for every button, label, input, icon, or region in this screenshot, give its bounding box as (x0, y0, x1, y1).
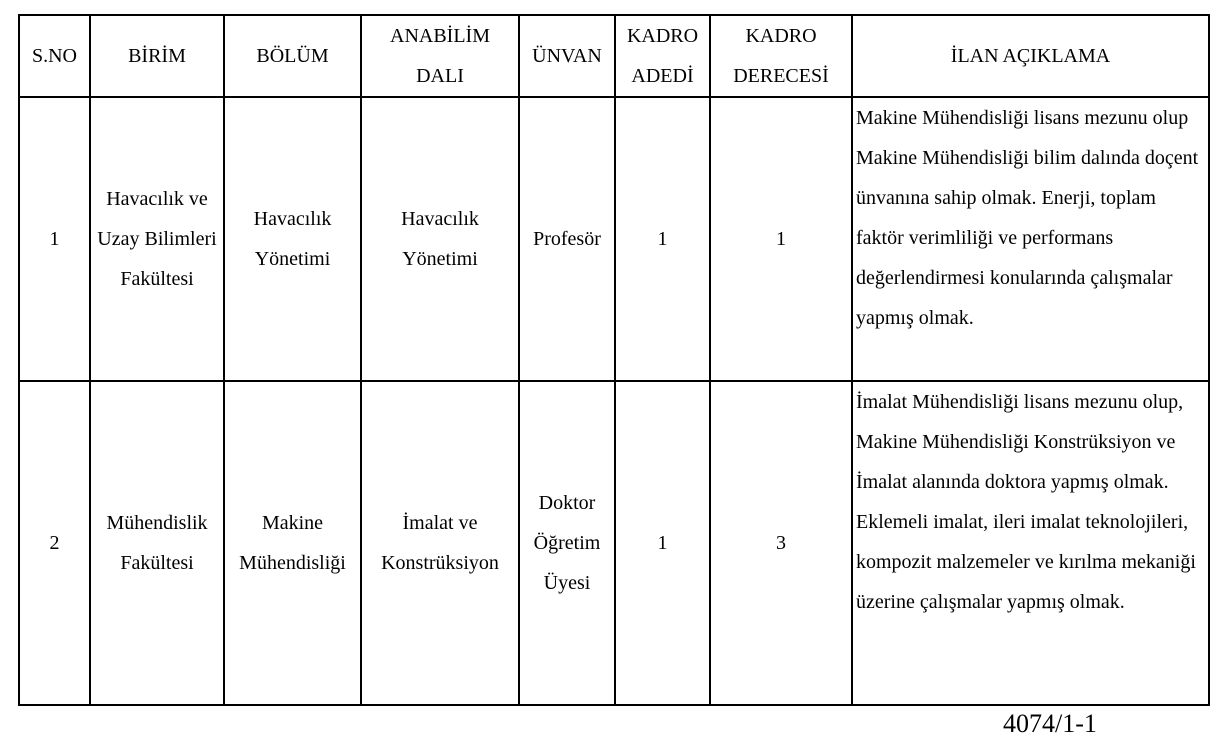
cell-anabilim-dali (361, 381, 519, 705)
header-row (19, 15, 1209, 97)
header-kadro-adedi-label: KADRO ADEDİ (626, 25, 699, 87)
table-row (19, 97, 1209, 381)
header-anabilim-dali-label: ANABİLİM DALI (390, 25, 490, 87)
header-bolum: BÖLÜM (224, 15, 361, 97)
cell-birim-text: Mühendislik Fakültesi (106, 512, 208, 574)
header-kadro-derecesi (710, 15, 852, 97)
cell-ilan-aciklama: Makine Mühendisliği lisans mezunu olup Makine Mühendisliği bilim dalında doçent ünvanına sahip olmak. Enerji, toplam faktör verimliliği ve performans değerlendirmesi konularında çalışmalar yapmış olmak. (852, 97, 1209, 381)
header-kadro-adedi (615, 15, 710, 97)
cell-ilan-aciklama: İmalat Mühendisliği lisans mezunu olup, Makine Mühendisliği Konstrüksiyon ve İmalat alanında doktora yapmış olmak. Eklemeli imalat, ileri imalat teknolojileri, kompozit malzemeler ve kırılma mekaniği üzerine çalışmalar yapmış olmak. (852, 381, 1209, 705)
cell-bolum-text: Havacılık Yönetimi (253, 208, 332, 270)
cell-kadro-adedi: 1 (615, 97, 710, 381)
cell-anabilim-dali-text: Havacılık Yönetimi (401, 208, 479, 270)
header-birim: BİRİM (90, 15, 224, 97)
document-code: 4074/1-1 (1003, 709, 1097, 738)
table-row (19, 381, 1209, 705)
cell-bolum-text: Makine Mühendisliği (239, 512, 346, 574)
cell-birim-text: Havacılık ve Uzay Bilimleri Fakültesi (97, 188, 217, 290)
cell-birim (90, 381, 224, 705)
cell-birim (90, 97, 224, 381)
cell-bolum (224, 97, 361, 381)
header-sno: S.NO (19, 15, 90, 97)
cell-sno: 2 (19, 381, 90, 705)
header-kadro-derecesi-label: KADRO DERECESİ (733, 25, 829, 87)
cell-kadro-derecesi: 1 (710, 97, 852, 381)
cell-bolum (224, 381, 361, 705)
cell-unvan-text: Doktor Öğretim Üyesi (533, 492, 601, 594)
cell-kadro-adedi: 1 (615, 381, 710, 705)
cell-kadro-derecesi: 3 (710, 381, 852, 705)
cell-anabilim-dali-text: İmalat ve Konstrüksiyon (381, 512, 499, 574)
header-ilan-aciklama: İLAN AÇIKLAMA (852, 15, 1209, 97)
header-unvan: ÜNVAN (519, 15, 615, 97)
cell-anabilim-dali (361, 97, 519, 381)
header-anabilim-dali (361, 15, 519, 97)
ilan-table (18, 14, 1210, 706)
cell-unvan (519, 381, 615, 705)
cell-unvan: Profesör (519, 97, 615, 381)
cell-sno: 1 (19, 97, 90, 381)
